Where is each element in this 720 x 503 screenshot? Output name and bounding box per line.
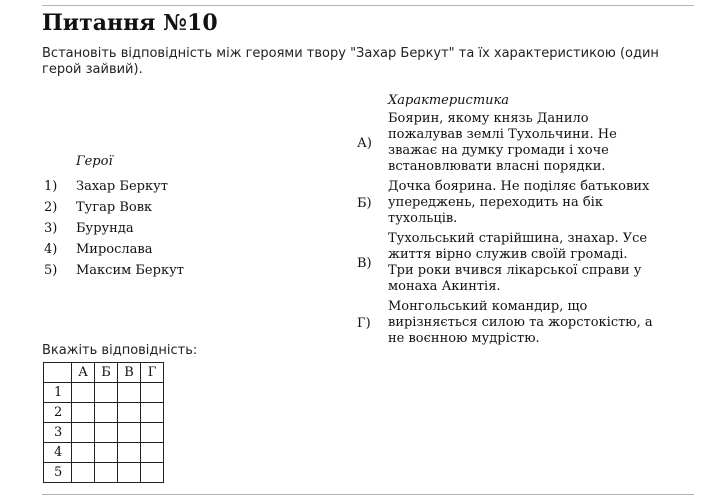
hero-number: 5) (44, 263, 58, 278)
hero-item (44, 218, 184, 239)
hero-item (44, 176, 184, 197)
answer-cell[interactable] (118, 423, 141, 443)
answer-row (44, 403, 164, 423)
answer-cell[interactable] (141, 403, 164, 423)
characteristic-text: Боярин, якому князь Данило пожалував землі Тухольчини. Не зважає на думку громади і хоче встановлювати власні порядки. (388, 111, 617, 174)
characteristic-letter: А) (357, 135, 372, 151)
answer-cell[interactable] (95, 423, 118, 443)
answer-header-row (44, 363, 164, 383)
hero-name: Бурунда (76, 221, 134, 236)
question-title: Питання №10 (42, 10, 218, 36)
answer-cell[interactable] (95, 443, 118, 463)
hero-name: Захар Беркут (76, 179, 168, 194)
hero-item (44, 197, 184, 218)
column-header: В (118, 363, 141, 383)
answer-row (44, 423, 164, 443)
answer-cell[interactable] (95, 383, 118, 403)
hero-item (44, 260, 184, 281)
hero-number: 1) (44, 179, 58, 194)
row-header: 4 (44, 443, 72, 463)
column-header: Б (95, 363, 118, 383)
answer-label: Вкажіть відповідність: (42, 343, 198, 358)
answer-grid (43, 362, 164, 483)
hero-number: 3) (44, 221, 58, 236)
answer-row (44, 383, 164, 403)
characteristic-letter: Б) (357, 195, 372, 211)
answer-cell[interactable] (118, 463, 141, 483)
characteristic-item (357, 299, 657, 347)
bottom-divider (42, 494, 694, 495)
answer-cell[interactable] (72, 383, 95, 403)
answer-cell[interactable] (72, 423, 95, 443)
answer-cell[interactable] (118, 383, 141, 403)
answer-cell[interactable] (118, 403, 141, 423)
answer-cell[interactable] (72, 463, 95, 483)
characteristic-item (357, 231, 657, 295)
hero-name: Тугар Вовк (76, 200, 153, 215)
column-header: Г (141, 363, 164, 383)
answer-cell[interactable] (95, 403, 118, 423)
hero-number: 2) (44, 200, 58, 215)
characteristic-text: Монгольський командир, що вирізняється силою та жорстокістю, а не воєнною мудрістю. (388, 299, 653, 346)
row-header: 2 (44, 403, 72, 423)
answer-cell[interactable] (95, 463, 118, 483)
column-header: А (72, 363, 95, 383)
row-header: 3 (44, 423, 72, 443)
heroes-header: Герої (76, 154, 113, 169)
answer-cell[interactable] (141, 443, 164, 463)
characteristic-letter: В) (357, 255, 372, 271)
answer-row (44, 443, 164, 463)
characteristic-letter: Г) (357, 315, 371, 331)
characteristics-list (357, 93, 657, 351)
characteristic-text: Дочка боярина. Не поділяє батькових упереджень, переходить на бік тухольців. (388, 179, 650, 226)
characteristic-item (357, 179, 657, 227)
answer-cell[interactable] (141, 423, 164, 443)
hero-name: Максим Беркут (76, 263, 184, 278)
hero-name: Мирослава (76, 242, 153, 257)
hero-item (44, 239, 184, 260)
answer-cell[interactable] (141, 383, 164, 403)
answer-cell[interactable] (118, 443, 141, 463)
characteristic-item (357, 111, 657, 175)
question-text: Встановіть відповідність між героями твору "Захар Беркут" та їх характеристикою (один герой зайвий). (42, 46, 659, 77)
answer-cell[interactable] (141, 463, 164, 483)
row-header: 5 (44, 463, 72, 483)
answer-cell[interactable] (72, 443, 95, 463)
characteristics-header: Характеристика (388, 93, 510, 108)
answer-cell[interactable] (72, 403, 95, 423)
characteristic-text: Тухольський старійшина, знахар. Усе життя вірно служив своїй громаді. Три роки вчився лікарської справи у монаха Акинтія. (388, 231, 648, 294)
heroes-list (44, 154, 184, 281)
answer-row (44, 463, 164, 483)
hero-number: 4) (44, 242, 58, 257)
top-divider (42, 5, 694, 6)
corner-cell (44, 363, 72, 383)
row-header: 1 (44, 383, 72, 403)
